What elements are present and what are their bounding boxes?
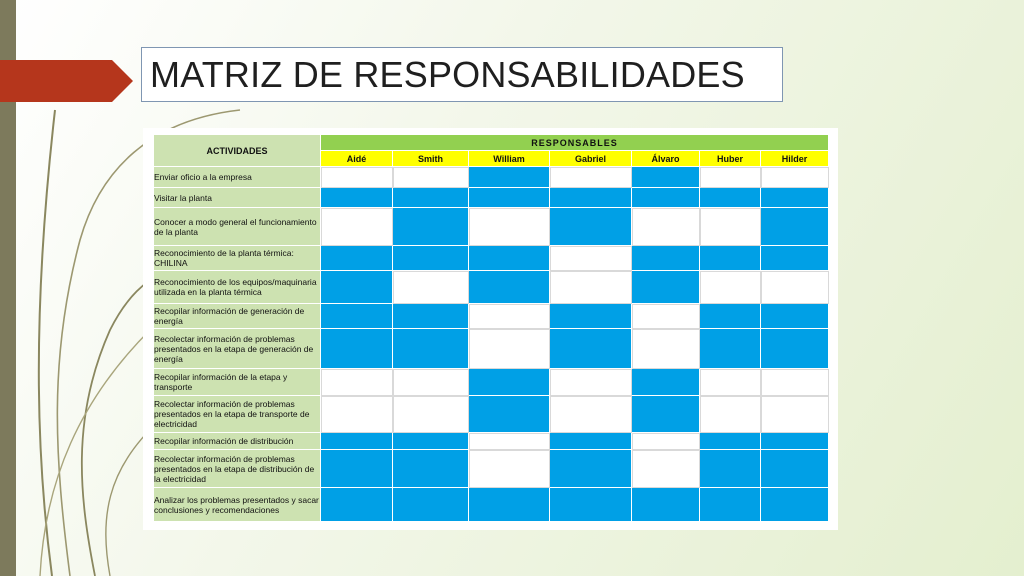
assignment-cell-assigned: [393, 188, 469, 208]
assignment-cell-assigned: [761, 246, 829, 271]
assignment-cell-empty: [632, 208, 700, 246]
assignment-cell-empty: [700, 167, 761, 188]
assignment-cell-empty: [761, 396, 829, 433]
assignment-cell-empty: [632, 329, 700, 369]
assignment-cell-assigned: [761, 208, 829, 246]
assignment-cell-assigned: [700, 433, 761, 450]
assignment-cell-empty: [321, 396, 393, 433]
assignment-cell-assigned: [700, 329, 761, 369]
assignment-cell-empty: [321, 167, 393, 188]
assignment-cell-assigned: [321, 329, 393, 369]
activity-label: Recolectar información de problemas presentados en la etapa de transporte de electricidad: [154, 396, 321, 433]
activity-label: Conocer a modo general el funcionamiento de la planta: [154, 208, 321, 246]
assignment-cell-empty: [632, 450, 700, 488]
assignment-cell-assigned: [700, 450, 761, 488]
assignment-cell-assigned: [761, 488, 829, 522]
assignment-cell-assigned: [393, 450, 469, 488]
matrix-row: [154, 246, 829, 271]
assignment-cell-empty: [321, 369, 393, 396]
assignment-cell-assigned: [469, 271, 550, 304]
assignment-cell-assigned: [321, 488, 393, 522]
assignment-cell-empty: [761, 271, 829, 304]
assignment-cell-empty: [321, 208, 393, 246]
assignment-cell-empty: [550, 246, 632, 271]
assignment-cell-assigned: [550, 488, 632, 522]
activity-label: Analizar los problemas presentados y sacar conclusiones y recomendaciones: [154, 488, 321, 522]
assignment-cell-assigned: [550, 208, 632, 246]
responsible-name: Huber: [700, 151, 761, 167]
responsible-name: Aidé: [321, 151, 393, 167]
assignment-cell-empty: [469, 329, 550, 369]
responsibility-matrix-table: [153, 134, 829, 522]
assignment-cell-assigned: [632, 488, 700, 522]
assignment-cell-assigned: [761, 329, 829, 369]
activity-label: Enviar oficio a la empresa: [154, 167, 321, 188]
assignment-cell-assigned: [632, 396, 700, 433]
assignment-cell-assigned: [761, 304, 829, 329]
assignment-cell-assigned: [469, 246, 550, 271]
assignment-cell-empty: [700, 369, 761, 396]
responsible-name: Smith: [393, 151, 469, 167]
assignment-cell-assigned: [393, 246, 469, 271]
assignment-cell-assigned: [321, 188, 393, 208]
matrix-row: [154, 369, 829, 396]
assignment-cell-assigned: [550, 433, 632, 450]
matrix-row: [154, 433, 829, 450]
assignment-cell-assigned: [321, 246, 393, 271]
matrix-row: [154, 396, 829, 433]
assignment-cell-empty: [469, 433, 550, 450]
assignment-cell-empty: [393, 167, 469, 188]
assignment-cell-assigned: [700, 246, 761, 271]
slide-title: MATRIZ DE RESPONSABILIDADES: [150, 53, 745, 95]
assignment-cell-assigned: [393, 488, 469, 522]
matrix-row: [154, 329, 829, 369]
assignment-cell-empty: [550, 369, 632, 396]
assignment-cell-empty: [393, 369, 469, 396]
assignment-cell-assigned: [550, 304, 632, 329]
assignment-cell-assigned: [321, 271, 393, 304]
matrix-row: [154, 271, 829, 304]
title-box: [141, 47, 783, 102]
matrix-row: [154, 208, 829, 246]
assignment-cell-empty: [632, 304, 700, 329]
assignment-cell-empty: [700, 271, 761, 304]
assignment-cell-assigned: [393, 208, 469, 246]
matrix-row: [154, 450, 829, 488]
matrix-row: [154, 188, 829, 208]
assignment-cell-assigned: [393, 304, 469, 329]
assignment-cell-assigned: [761, 433, 829, 450]
assignment-cell-assigned: [550, 188, 632, 208]
assignment-cell-empty: [550, 396, 632, 433]
responsible-name: Álvaro: [632, 151, 700, 167]
matrix-row: [154, 304, 829, 329]
assignment-cell-assigned: [469, 488, 550, 522]
assignment-cell-assigned: [632, 271, 700, 304]
assignment-cell-assigned: [632, 369, 700, 396]
assignment-cell-empty: [393, 271, 469, 304]
assignment-cell-assigned: [469, 369, 550, 396]
assignment-cell-empty: [632, 433, 700, 450]
assignment-cell-assigned: [393, 433, 469, 450]
assignment-cell-empty: [700, 396, 761, 433]
assignment-cell-empty: [469, 450, 550, 488]
assignment-cell-assigned: [321, 433, 393, 450]
responsible-name: Gabriel: [550, 151, 632, 167]
accent-arrow-shape: [0, 60, 133, 102]
assignment-cell-assigned: [761, 450, 829, 488]
assignment-cell-assigned: [761, 188, 829, 208]
assignment-cell-assigned: [632, 167, 700, 188]
responsible-name: William: [469, 151, 550, 167]
assignment-cell-assigned: [632, 188, 700, 208]
assignment-cell-empty: [550, 271, 632, 304]
assignment-cell-assigned: [469, 167, 550, 188]
responsibility-matrix-panel: [143, 128, 838, 530]
activity-label: Recopilar información de la etapa y transporte: [154, 369, 321, 396]
activities-header: ACTIVIDADES: [154, 135, 321, 167]
activity-label: Reconocimiento de la planta térmica: CHILINA: [154, 246, 321, 271]
activity-label: Recolectar información de problemas presentados en la etapa de generación de energía: [154, 329, 321, 369]
assignment-cell-empty: [469, 208, 550, 246]
responsables-header: RESPONSABLES: [321, 135, 829, 151]
assignment-cell-empty: [761, 369, 829, 396]
assignment-cell-assigned: [700, 188, 761, 208]
assignment-cell-assigned: [321, 450, 393, 488]
assignment-cell-empty: [469, 304, 550, 329]
assignment-cell-assigned: [700, 304, 761, 329]
assignment-cell-empty: [700, 208, 761, 246]
activity-label: Recopilar información de generación de energía: [154, 304, 321, 329]
activity-label: Reconocimiento de los equipos/maquinaria utilizada en la planta térmica: [154, 271, 321, 304]
activity-label: Recolectar información de problemas presentados en la etapa de distribución de la electricidad: [154, 450, 321, 488]
matrix-row: [154, 167, 829, 188]
responsible-name: Hilder: [761, 151, 829, 167]
assignment-cell-assigned: [469, 188, 550, 208]
assignment-cell-assigned: [550, 450, 632, 488]
assignment-cell-empty: [550, 167, 632, 188]
activity-label: Recopilar información de distribución: [154, 433, 321, 450]
matrix-body: [154, 167, 829, 522]
activity-label: Visitar la planta: [154, 188, 321, 208]
assignment-cell-assigned: [469, 396, 550, 433]
assignment-cell-empty: [761, 167, 829, 188]
assignment-cell-assigned: [321, 304, 393, 329]
assignment-cell-assigned: [700, 488, 761, 522]
matrix-row: [154, 488, 829, 522]
assignment-cell-empty: [393, 396, 469, 433]
assignment-cell-assigned: [550, 329, 632, 369]
assignment-cell-assigned: [632, 246, 700, 271]
assignment-cell-assigned: [393, 329, 469, 369]
